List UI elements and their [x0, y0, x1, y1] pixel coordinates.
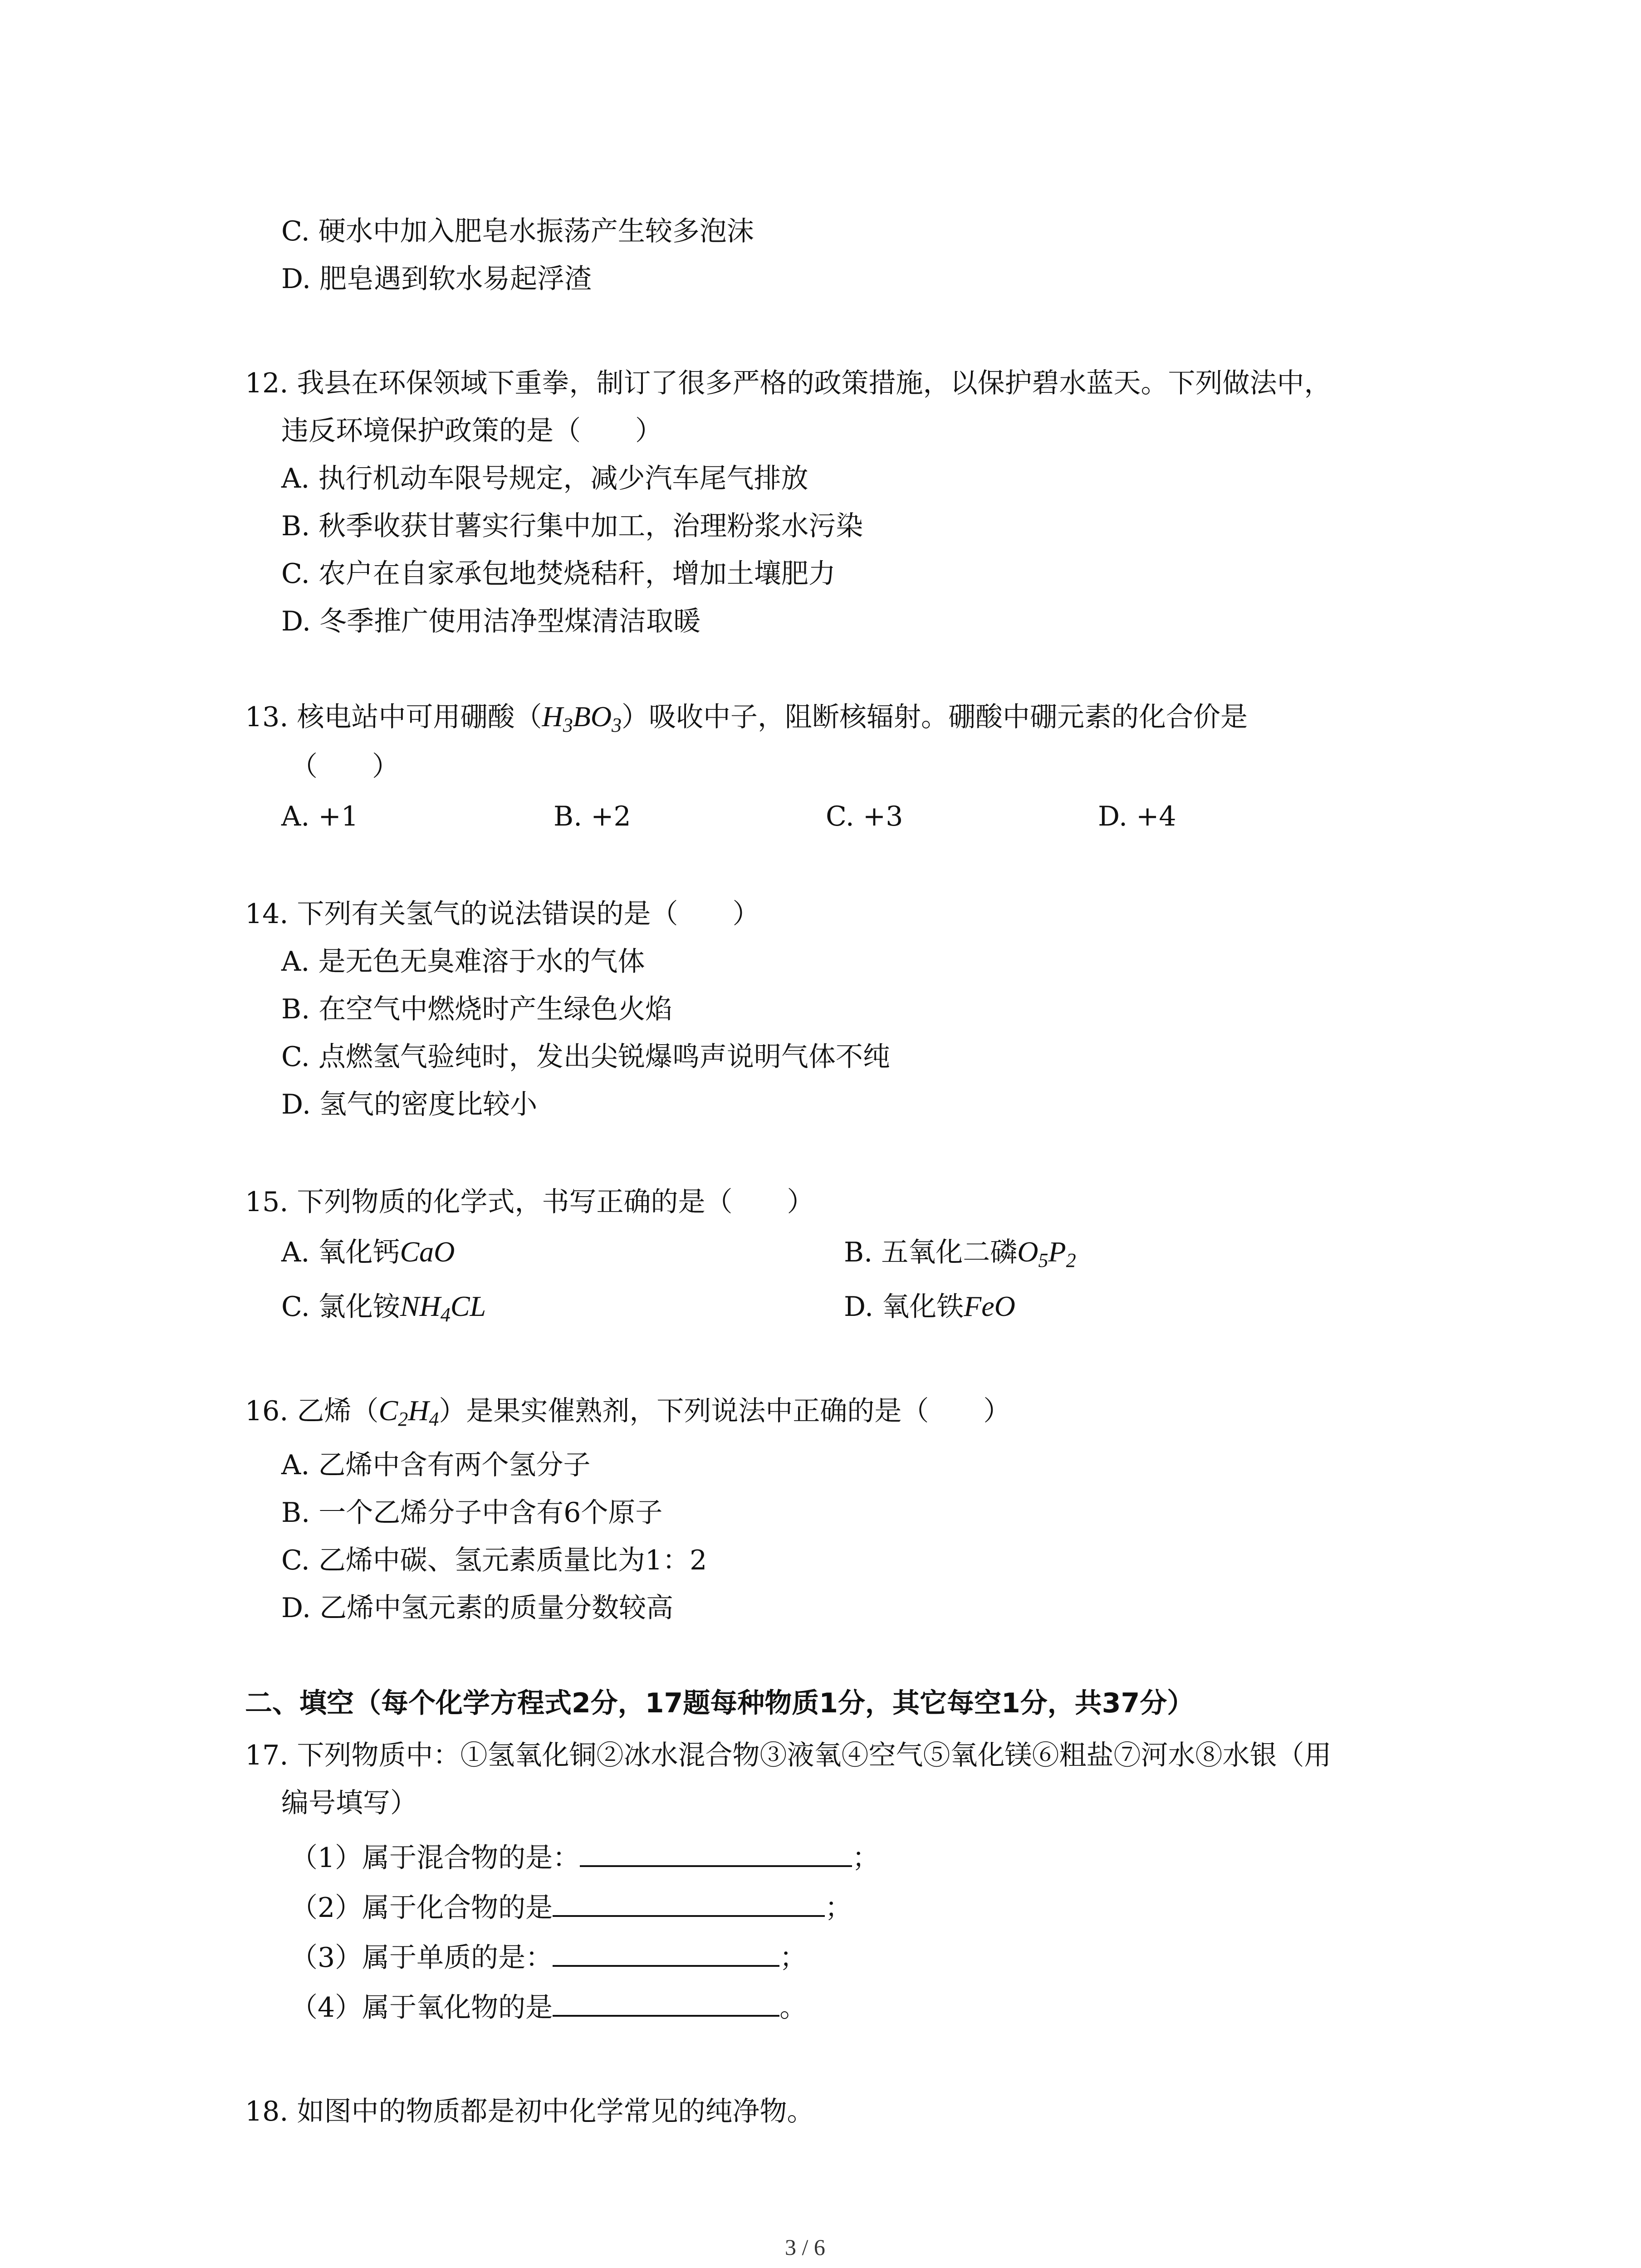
q14-stem: 14. 下列有关氢气的说法错误的是（ ） [245, 898, 760, 930]
q14-option-b: B. 在空气中燃烧时产生绿色火焰 [281, 993, 673, 1025]
q12-option-d: D. 冬季推广使用洁净型煤清洁取暖 [281, 606, 701, 637]
q11-option-c: C. 硬水中加入肥皂水振荡产生较多泡沫 [281, 215, 754, 247]
q11-option-d: D. 肥皂遇到软水易起浮渣 [281, 263, 592, 295]
q18-stem: 18. 如图中的物质都是初中化学常见的纯净物。 [245, 2096, 814, 2127]
q16-option-b: B. 一个乙烯分子中含有6个原子 [281, 1497, 663, 1529]
q16-option-d: D. 乙烯中氢元素的质量分数较高 [281, 1592, 674, 1624]
q15-option-a: A. 氧化钙CaO [281, 1236, 455, 1268]
q12-option-c: C. 农户在自家承包地焚烧秸秆，增加土壤肥力 [281, 558, 836, 590]
q14-option-d: D. 氢气的密度比较小 [281, 1089, 538, 1120]
q15-option-c: C. 氯化铵$NH_4CL$ [281, 1290, 486, 1326]
q17-stem-line2: 编号填写） [281, 1787, 417, 1819]
q17-part-3: （3）属于单质的是： ； [290, 1937, 807, 1976]
q16-option-a: A. 乙烯中含有两个氢分子 [281, 1449, 591, 1481]
calcium-oxide-formula: CaO [400, 1236, 455, 1268]
q14-option-c: C. 点燃氢气验纯时，发出尖锐爆鸣声说明气体不纯 [281, 1041, 890, 1073]
iron-oxide-formula: FeO [964, 1290, 1015, 1322]
q13-answer-paren: （ ） [290, 751, 399, 782]
q17-answer-blank-2[interactable] [553, 1887, 825, 1917]
q17-answer-blank-3[interactable] [553, 1937, 779, 1967]
q17-answer-blank-1[interactable] [580, 1837, 852, 1867]
q16-stem: 16. 乙烯$(C_2H_4)$是果实催熟剂，下列说法中正确的是（ ） [245, 1394, 1011, 1430]
q13-option-c: C. +3 [826, 801, 903, 832]
q12-option-b: B. 秋季收获甘薯实行集中加工，治理粉浆水污染 [281, 510, 863, 542]
q13-option-b: B. +2 [554, 801, 631, 832]
page-number: 3 / 6 [785, 2234, 825, 2260]
q12-stem-line2: 违反环境保护政策的是（ ） [281, 415, 662, 447]
q15-option-d: D. 氧化铁FeO [844, 1290, 1015, 1323]
q15-stem: 15. 下列物质的化学式，书写正确的是（ ） [245, 1186, 814, 1218]
q12-stem-line1: 12. 我县在环保领域下重拳，制订了很多严格的政策措施，以保护碧水蓝天。下列做法中， [245, 367, 1332, 399]
section-2-heading: 二、填空（每个化学方程式2分，17题每种物质1分，其它每空1分，共37分） [245, 1687, 1195, 1719]
q17-part-1: （1）属于混合物的是： ； [290, 1837, 879, 1876]
phosphorus-pentoxide-formula: $O_5P_2$ [1017, 1236, 1076, 1271]
q15-option-b: B. 五氧化二磷$O_5P_2$ [844, 1236, 1076, 1271]
ammonium-chloride-formula: $NH_4CL$ [400, 1290, 486, 1326]
q13-option-d: D. +4 [1098, 801, 1176, 832]
q13-stem: 13. 核电站中可用硼酸$(H_3BO_3)$吸收中子，阻断核辐射。硼酸中硼元素的化合价是 [245, 700, 1248, 736]
q16-option-c: C. 乙烯中碳、氢元素质量比为1：2 [281, 1545, 707, 1576]
q17-answer-blank-4[interactable] [553, 1987, 779, 2017]
q13-option-a: A. +1 [281, 801, 358, 832]
q12-option-a: A. 执行机动车限号规定，减少汽车尾气排放 [281, 463, 808, 494]
ethylene-formula: $C_2H_4$ [378, 1394, 439, 1430]
q17-part-4: （4）属于氧化物的是 。 [290, 1987, 807, 2026]
q17-part-2: （2）属于化合物的是 ； [290, 1887, 852, 1926]
boric-acid-formula: $H_3BO_3$ [542, 700, 622, 736]
q14-option-a: A. 是无色无臭难溶于水的气体 [281, 946, 645, 978]
q17-stem-line1: 17. 下列物质中：①氢氧化铜②冰水混合物③液氧④空气⑤氧化镁⑥粗盐⑦河水⑧水银（用 [245, 1740, 1332, 1771]
